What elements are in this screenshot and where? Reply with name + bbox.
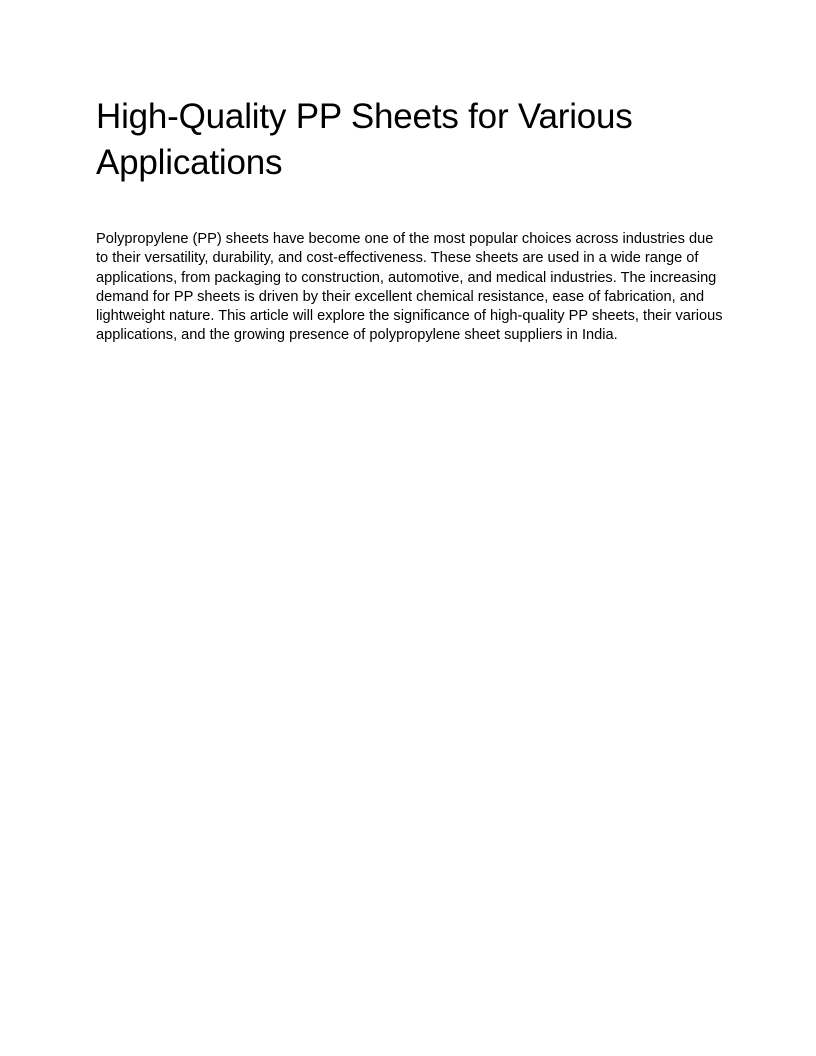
document-body xyxy=(96,94,724,346)
intro-paragraph: Polypropylene (PP) sheets have become one of the most popular choices across industries due to their versatility, durability, and cost-effectiveness. These sheets are used in a wide range of applications, from packaging to construction, automotive, and medical industries. The increasing demand for PP sheets is driven by their excellent chemical resistance, ease of fabrication, and lightweight nature. This article will explore the significance of high-quality PP sheets, their various applications, and the growing presence of polypropylene sheet suppliers in India. xyxy=(96,231,723,344)
document-title: High-Quality PP Sheets for Various Applications xyxy=(96,97,633,182)
